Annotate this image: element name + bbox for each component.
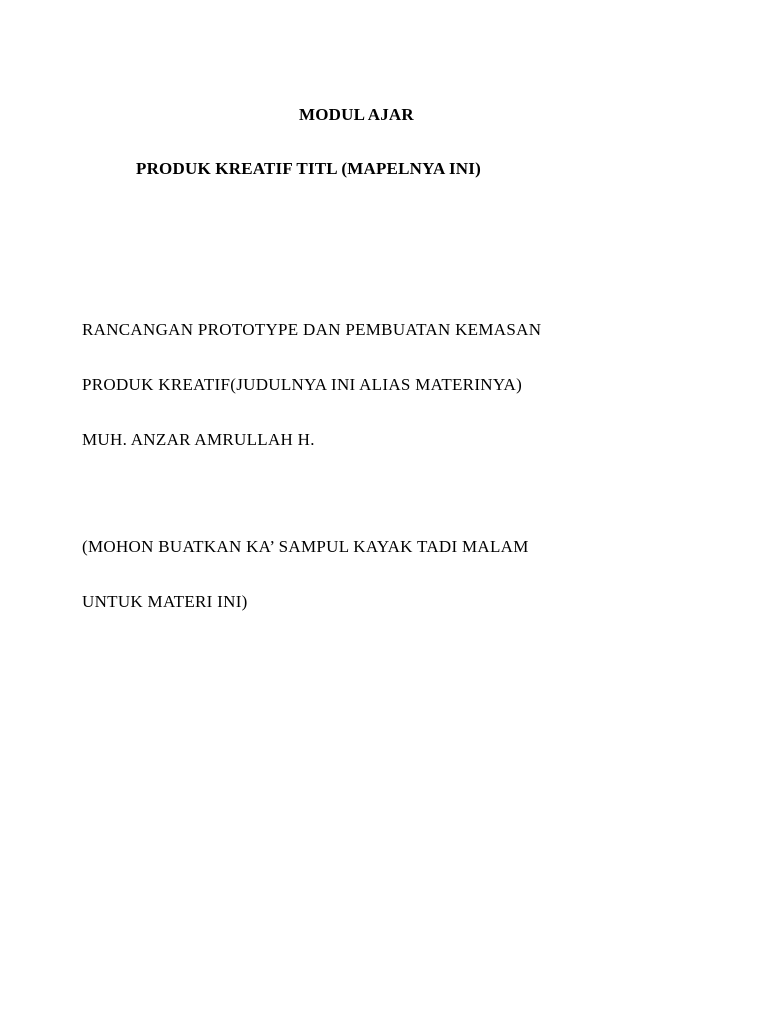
topic-line-1: RANCANGAN PROTOTYPE DAN PEMBUATAN KEMASAN xyxy=(82,320,542,339)
document-title: MODUL AJAR xyxy=(299,105,414,124)
topic-line-2: PRODUK KREATIF(JUDULNYA INI ALIAS MATERINYA) xyxy=(82,375,523,394)
subject-heading: PRODUK KREATIF TITL (MAPELNYA INI) xyxy=(136,159,481,178)
note-line-2: UNTUK MATERI INI) xyxy=(82,592,248,611)
note-line-1: (MOHON BUATKAN KA’ SAMPUL KAYAK TADI MALAM xyxy=(82,537,529,556)
author-name: MUH. ANZAR AMRULLAH H. xyxy=(82,430,315,449)
